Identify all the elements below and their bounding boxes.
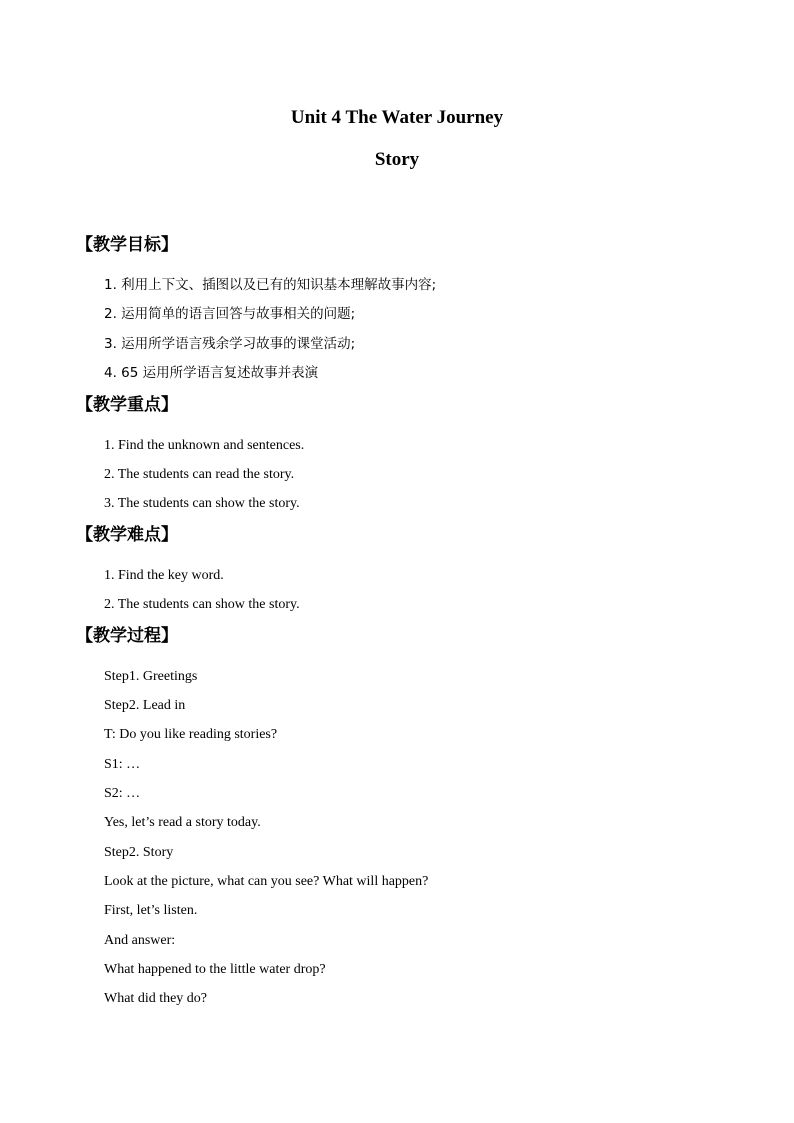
section-heading-process: 【教学过程】 bbox=[76, 626, 178, 646]
section-heading-difficulties: 【教学难点】 bbox=[76, 525, 178, 545]
difficulty-item: 1. Find the key word. bbox=[104, 568, 224, 583]
process-item: Step1. Greetings bbox=[104, 669, 198, 684]
objective-item: 2. 运用简单的语言回答与故事相关的问题; bbox=[104, 306, 356, 322]
process-item: Yes, let’s read a story today. bbox=[104, 815, 261, 830]
process-item: What happened to the little water drop? bbox=[104, 962, 326, 977]
process-item: Step2. Lead in bbox=[104, 698, 186, 713]
process-item: First, let’s listen. bbox=[104, 903, 198, 918]
process-item: S2: … bbox=[104, 786, 141, 801]
section-heading-objectives: 【教学目标】 bbox=[76, 235, 178, 255]
process-item: T: Do you like reading stories? bbox=[104, 727, 278, 742]
process-item: What did they do? bbox=[104, 991, 208, 1006]
document-title: Unit 4 The Water Journey bbox=[290, 107, 504, 128]
key-point-item: 3. The students can show the story. bbox=[104, 496, 300, 511]
key-point-item: 1. Find the unknown and sentences. bbox=[104, 438, 305, 453]
objective-item: 1. 利用上下文、插图以及已有的知识基本理解故事内容; bbox=[104, 277, 437, 293]
key-point-item: 2. The students can read the story. bbox=[104, 467, 295, 482]
section-heading-key-points: 【教学重点】 bbox=[76, 395, 178, 415]
document-subtitle: Story bbox=[374, 149, 420, 170]
objective-item: 4. 65 运用所学语言复述故事并表演 bbox=[104, 365, 319, 381]
process-item: Look at the picture, what can you see? What will happen? bbox=[104, 874, 429, 889]
process-item: S1: … bbox=[104, 757, 141, 772]
process-item: Step2. Story bbox=[104, 845, 174, 860]
difficulty-item: 2. The students can show the story. bbox=[104, 597, 300, 612]
process-item: And answer: bbox=[104, 933, 176, 948]
objective-item: 3. 运用所学语言残余学习故事的课堂活动; bbox=[104, 336, 356, 352]
